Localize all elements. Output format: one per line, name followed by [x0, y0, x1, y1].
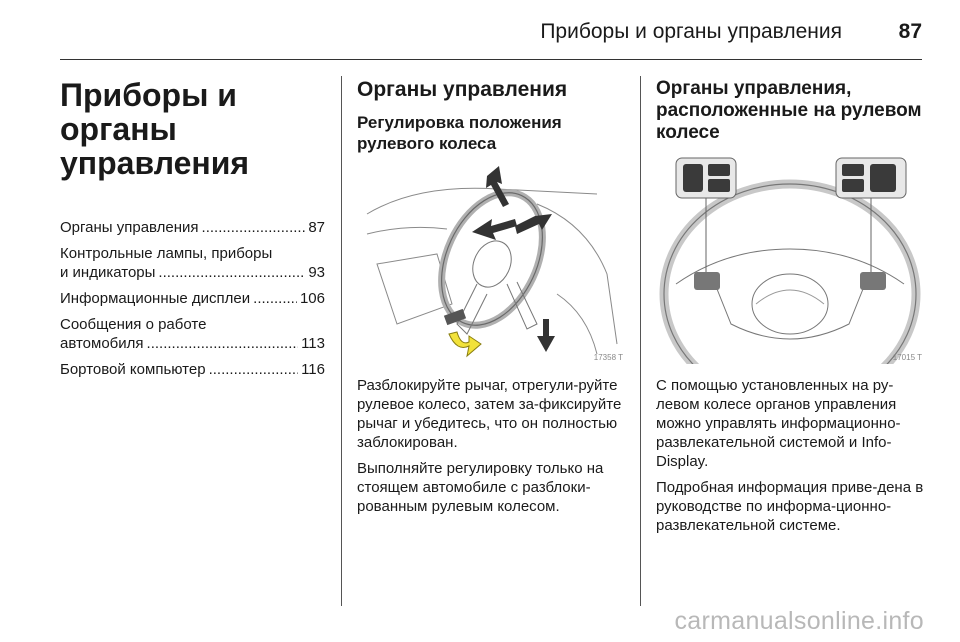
- steering-wheel-adjust-illustration: [357, 164, 625, 364]
- figure-label: 17358 T: [593, 353, 623, 362]
- subsection-title-steering-adjust: Регулировка положения рулевого колеса: [357, 113, 562, 153]
- toc-entry[interactable]: [60, 315, 325, 353]
- subsection-title-wheel-controls: Органы управления, расположенные на рулевом колесе: [656, 78, 922, 143]
- steering-adjust-column: [357, 78, 625, 523]
- steering-adjust-figure: [357, 164, 625, 364]
- chapter-title: Приборы и органы управления: [60, 77, 250, 181]
- toc-leader-dots: [147, 334, 299, 353]
- body-paragraph-1: С помощью установленных на ру-левом колесе органов управления можно управлять информационно-развлекательной системой и Info-Display.: [656, 377, 901, 470]
- left-roller-icon: [683, 164, 703, 192]
- toc-page-number: 87: [308, 219, 325, 236]
- table-of-contents: [60, 218, 325, 379]
- watermark: carmanualsonline.info: [674, 607, 924, 635]
- toc-leader-dots: [209, 360, 299, 379]
- wheel-controls-figure: [656, 154, 924, 364]
- toc-page-number: 93: [308, 264, 325, 281]
- body-paragraph-1: Разблокируйте рычаг, отрегули-руйте рулевое колесо, затем за-фиксируйте рычаг и убедитесь, что он полностью заблокирован.: [357, 377, 622, 451]
- body-paragraph-2: Подробная информация приве-дена в руководстве по информа-ционно-развлекательной системе.: [656, 479, 924, 534]
- toc-leader-dots: [253, 289, 297, 308]
- volume-up-icon: [842, 164, 864, 176]
- left-wheel-buttons: [694, 272, 720, 290]
- arrow-down-icon: [537, 319, 555, 352]
- source-button-icon: [708, 164, 730, 176]
- header-rule: [60, 59, 922, 60]
- toc-leader-dots: [202, 218, 306, 237]
- column-divider-2: [640, 76, 641, 606]
- toc-entry[interactable]: [60, 289, 325, 308]
- toc-entry-text: Бортовой компьютер: [60, 361, 206, 378]
- toc-entry-text: Информационные дисплеи: [60, 290, 251, 307]
- steering-wheel-controls-illustration: [656, 154, 924, 364]
- toc-entry-text: Контрольные лампы, приборы: [60, 245, 273, 262]
- right-wheel-buttons: [860, 272, 886, 290]
- body-paragraph-2: Выполняйте регулировку только на стоящем автомобиле с разблоки-рованным рулевым колесом.: [357, 460, 604, 515]
- toc-entry[interactable]: [60, 218, 325, 237]
- toc-entry-text: Сообщения о работе: [60, 316, 207, 333]
- column-divider-1: [341, 76, 342, 606]
- toc-entry-text: автомобиля: [60, 335, 144, 352]
- toc-page-number: 113: [301, 335, 325, 352]
- toc-entry-text: Органы управления: [60, 219, 199, 236]
- arrow-right-icon: [515, 214, 552, 234]
- right-roller-icon: [870, 164, 896, 192]
- volume-down-icon: [842, 179, 864, 192]
- wheel-controls-column: [656, 78, 924, 542]
- release-lever: [444, 309, 481, 356]
- toc-entry[interactable]: [60, 360, 325, 379]
- toc-leader-dots: [158, 263, 305, 282]
- running-header-title: Приборы и органы управления: [540, 20, 842, 43]
- arrow-left-icon: [472, 219, 517, 240]
- figure-label: 17015 T: [892, 353, 922, 362]
- mute-button-icon: [708, 179, 730, 192]
- toc-page-number: 106: [299, 290, 325, 307]
- toc-page-number: 116: [301, 361, 325, 378]
- lever-release-arrow-icon: [449, 332, 481, 356]
- section-title: Органы управления: [357, 78, 568, 101]
- page-number: 87: [898, 20, 922, 43]
- toc-entry-text: и индикаторы: [60, 264, 156, 281]
- toc-column: [60, 78, 325, 386]
- toc-entry[interactable]: [60, 244, 325, 282]
